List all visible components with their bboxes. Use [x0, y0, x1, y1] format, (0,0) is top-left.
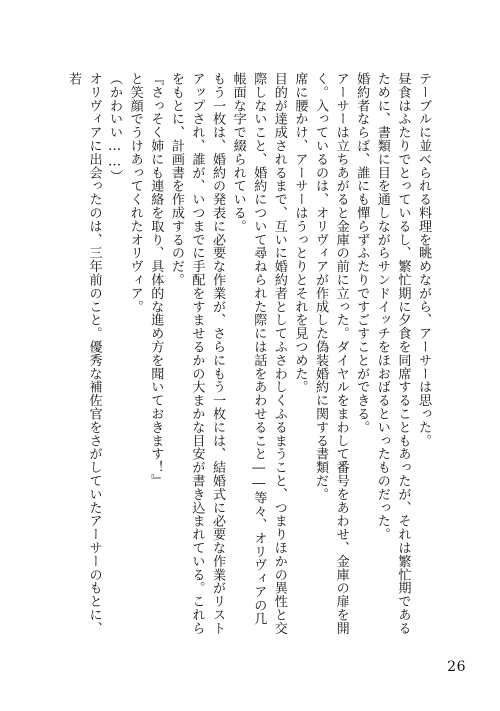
page-number: 26 — [447, 659, 466, 675]
paragraph-11: オリヴィアに出会ったのは、三年前のこと。優秀な補佐官をさがしていたアーサーのもとに、若 — [65, 72, 102, 635]
paragraph-4: アーサーは立ちあがると金庫の前に立った。ダイヤルをまわして番号をあわせ、金庫の扉を開く。入っているのは、オリヴィアが作成した偽装婚約に関する書類だ。 — [313, 72, 349, 635]
paragraph-8: 『さっそく姉にも連絡を取り、具体的な進め方を聞いておきます！』 — [148, 72, 164, 488]
paragraph-9: と笑顔でうけあってくれたオリヴィア。 — [127, 72, 143, 314]
paragraph-6: 目的が達成されるまで、互いに婚約者としてふさわしくふるまうこと、つまりほかの異性と交際しないこと、婚約について尋ねられた際には話をあわせること――等々、オリヴィアの几帳面な字で綴られている。 — [230, 72, 287, 635]
paragraph-2: 昼食はふたりでとっているし、繁忙期に夕食を同席することもあったが、それは繁忙期であるために、書類に目を通しながらサンドイッチをほおばるといったものだった。 — [374, 72, 411, 635]
paragraph-10: （かわいい……） — [107, 72, 123, 183]
paragraph-3: 婚約者ならば、誰にも憚らずふたりですごすことができる。 — [354, 72, 370, 434]
paragraph-1: テーブルに並べられる料理を眺めながら、アーサーは思った。 — [416, 72, 431, 448]
vertical-text-body — [57, 72, 433, 637]
paragraph-7: もう一枚は、婚約の発表に必要な作業が、さらにもう一枚には、結婚式に必要な作業がリストアップされ、誰が、いつまでに手配をすませるかの大まかな目安が書き込まれている。これらをもとに、計画書を作成するのだ。 — [168, 72, 226, 635]
paragraph-5: 席に腰かけ、アーサーはうっとりとそれを見つめた。 — [292, 72, 308, 394]
